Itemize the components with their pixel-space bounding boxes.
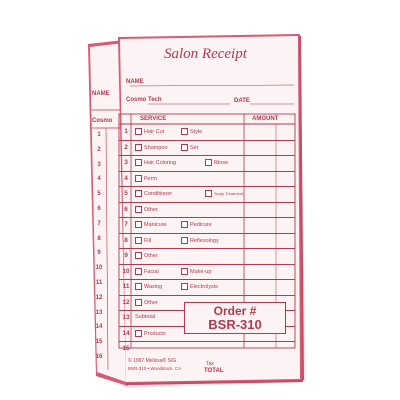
back-row-number: 8: [97, 235, 101, 242]
row-separator: [119, 341, 295, 342]
service-option-label: Other: [144, 252, 158, 259]
back-row-number: 5: [97, 191, 101, 198]
service-option-label: Shampoo: [144, 144, 168, 151]
service-option-label: Manicure: [144, 221, 167, 228]
order-box: [184, 302, 286, 334]
service-checkbox[interactable]: [181, 283, 188, 290]
service-option-label: Conditioner: [144, 190, 173, 197]
service-option-label: Products: [144, 330, 166, 337]
back-row-number: 1: [97, 132, 101, 138]
service-option[interactable]: [135, 299, 158, 306]
row-number: 14: [122, 329, 130, 337]
service-option-label: Style: [190, 128, 203, 135]
service-checkbox[interactable]: [181, 268, 188, 275]
row-number: 7: [124, 221, 128, 228]
name-label: NAME: [126, 79, 144, 85]
service-option-label: Other: [144, 206, 158, 213]
row-number: 4: [124, 174, 128, 182]
amount-header: AMOUNT: [252, 116, 279, 122]
row-separator: [119, 233, 295, 234]
service-option-label: Other: [144, 299, 158, 306]
service-option[interactable]: [135, 128, 164, 135]
back-row-number: 15: [95, 339, 103, 346]
service-option-label: Set: [190, 144, 199, 151]
service-checkbox[interactable]: [135, 190, 142, 197]
row-separator: [119, 171, 295, 172]
back-row-number: 3: [97, 161, 101, 168]
service-checkbox[interactable]: [181, 128, 188, 135]
row-separator: [119, 264, 295, 265]
row-number: 11: [122, 283, 130, 290]
back-row-number: 14: [95, 324, 103, 331]
service-checkbox[interactable]: [205, 159, 212, 166]
service-option[interactable]: [205, 190, 243, 197]
back-row-number: 12: [95, 294, 103, 301]
row-number: 1: [124, 128, 128, 135]
service-option[interactable]: [181, 144, 198, 151]
date-label: DATE: [234, 98, 250, 104]
service-checkbox[interactable]: [135, 237, 142, 244]
row-separator: [119, 295, 295, 296]
service-checkbox[interactable]: [135, 330, 142, 337]
row-separator: [119, 279, 295, 280]
row-separator: [119, 248, 295, 249]
total-label: TOTAL: [204, 368, 224, 374]
service-option[interactable]: [135, 206, 158, 213]
service-option[interactable]: [181, 283, 218, 290]
row-number: 12: [122, 298, 130, 306]
row-number: 5: [124, 190, 128, 197]
service-checkbox[interactable]: [135, 159, 142, 166]
back-row-number: 2: [97, 146, 101, 153]
service-option-label: Facial: [144, 268, 159, 275]
service-option-label: Waxing: [144, 283, 163, 290]
service-checkbox[interactable]: [181, 221, 188, 228]
service-option[interactable]: [181, 268, 211, 275]
order-number: BSR-310: [208, 317, 262, 332]
service-option-label: Subtotal: [135, 314, 156, 320]
service-header: SERVICE: [140, 116, 167, 122]
row-number: 3: [124, 159, 128, 166]
service-option-label: Make-up: [190, 268, 212, 275]
service-checkbox[interactable]: [135, 252, 142, 259]
service-option[interactable]: [205, 159, 228, 166]
service-option-label: Scalp Treatment: [214, 190, 244, 196]
back-row-number: 13: [95, 309, 103, 316]
service-checkbox[interactable]: [135, 299, 142, 306]
service-option[interactable]: [135, 283, 162, 290]
back-row-number: 10: [95, 265, 103, 272]
row-separator: [119, 217, 295, 218]
service-option-label: Reflexology: [190, 237, 219, 244]
service-option-label: Rinse: [214, 159, 229, 166]
footer-code: BSR-310 • Woodstock, CA: [128, 366, 182, 371]
service-option-label: Hair Coloring: [144, 159, 177, 166]
back-name-label: NAME: [92, 91, 110, 97]
service-checkbox[interactable]: [135, 283, 142, 290]
row-number: 6: [124, 205, 128, 213]
back-row-number: 6: [97, 206, 101, 212]
service-option[interactable]: [135, 190, 172, 197]
service-option[interactable]: [181, 237, 219, 244]
row-separator: [119, 202, 295, 203]
service-option[interactable]: [135, 159, 176, 166]
service-checkbox[interactable]: [181, 237, 188, 244]
service-option-label: Fill: [144, 237, 152, 244]
service-checkbox[interactable]: [135, 175, 142, 182]
service-option[interactable]: [135, 221, 167, 228]
row-number: 8: [124, 236, 128, 244]
back-row-number: 11: [95, 280, 103, 286]
service-option[interactable]: [181, 221, 212, 228]
service-option[interactable]: [135, 330, 166, 337]
back-row-number: 4: [97, 176, 101, 183]
service-option[interactable]: [135, 252, 158, 259]
service-option[interactable]: [135, 314, 155, 320]
service-checkbox[interactable]: [135, 221, 142, 228]
row-number: 13: [122, 314, 130, 321]
service-checkbox[interactable]: [135, 268, 142, 275]
back-row-number: 9: [97, 250, 101, 257]
back-row-number: 16: [95, 354, 103, 360]
service-checkbox[interactable]: [205, 190, 212, 197]
service-checkbox[interactable]: [135, 128, 142, 135]
back-row-number: 7: [97, 220, 101, 227]
service-option[interactable]: [135, 175, 157, 182]
row-number: 2: [124, 143, 128, 151]
service-checkbox[interactable]: [135, 206, 142, 213]
receipt-title: Salon Receipt: [164, 46, 247, 62]
service-option[interactable]: [181, 128, 202, 135]
row-separator: [119, 155, 295, 156]
service-option-label: Pedicure: [190, 221, 212, 228]
service-option[interactable]: [135, 237, 151, 244]
row-number: 15: [122, 345, 130, 352]
service-checkbox[interactable]: [135, 144, 142, 151]
row-number: 10: [122, 267, 130, 275]
footer-copyright: © 1997 Melissa® S/G: [128, 358, 177, 364]
service-option-label: Electrolysis: [190, 283, 218, 290]
row-separator: [119, 140, 295, 141]
service-option-label: Perm: [144, 175, 158, 182]
service-option[interactable]: [135, 268, 159, 275]
row-number: 9: [124, 252, 128, 259]
row-separator: [119, 186, 295, 187]
service-option[interactable]: [135, 144, 168, 151]
service-checkbox[interactable]: [181, 144, 188, 151]
tax-label: Tax: [206, 361, 214, 367]
order-label: Order #: [213, 304, 257, 318]
back-tech-label: Cosmo: [92, 118, 113, 124]
service-option-label: Hair Cut: [144, 128, 165, 135]
tech-label: Cosmo Tech: [126, 97, 162, 103]
